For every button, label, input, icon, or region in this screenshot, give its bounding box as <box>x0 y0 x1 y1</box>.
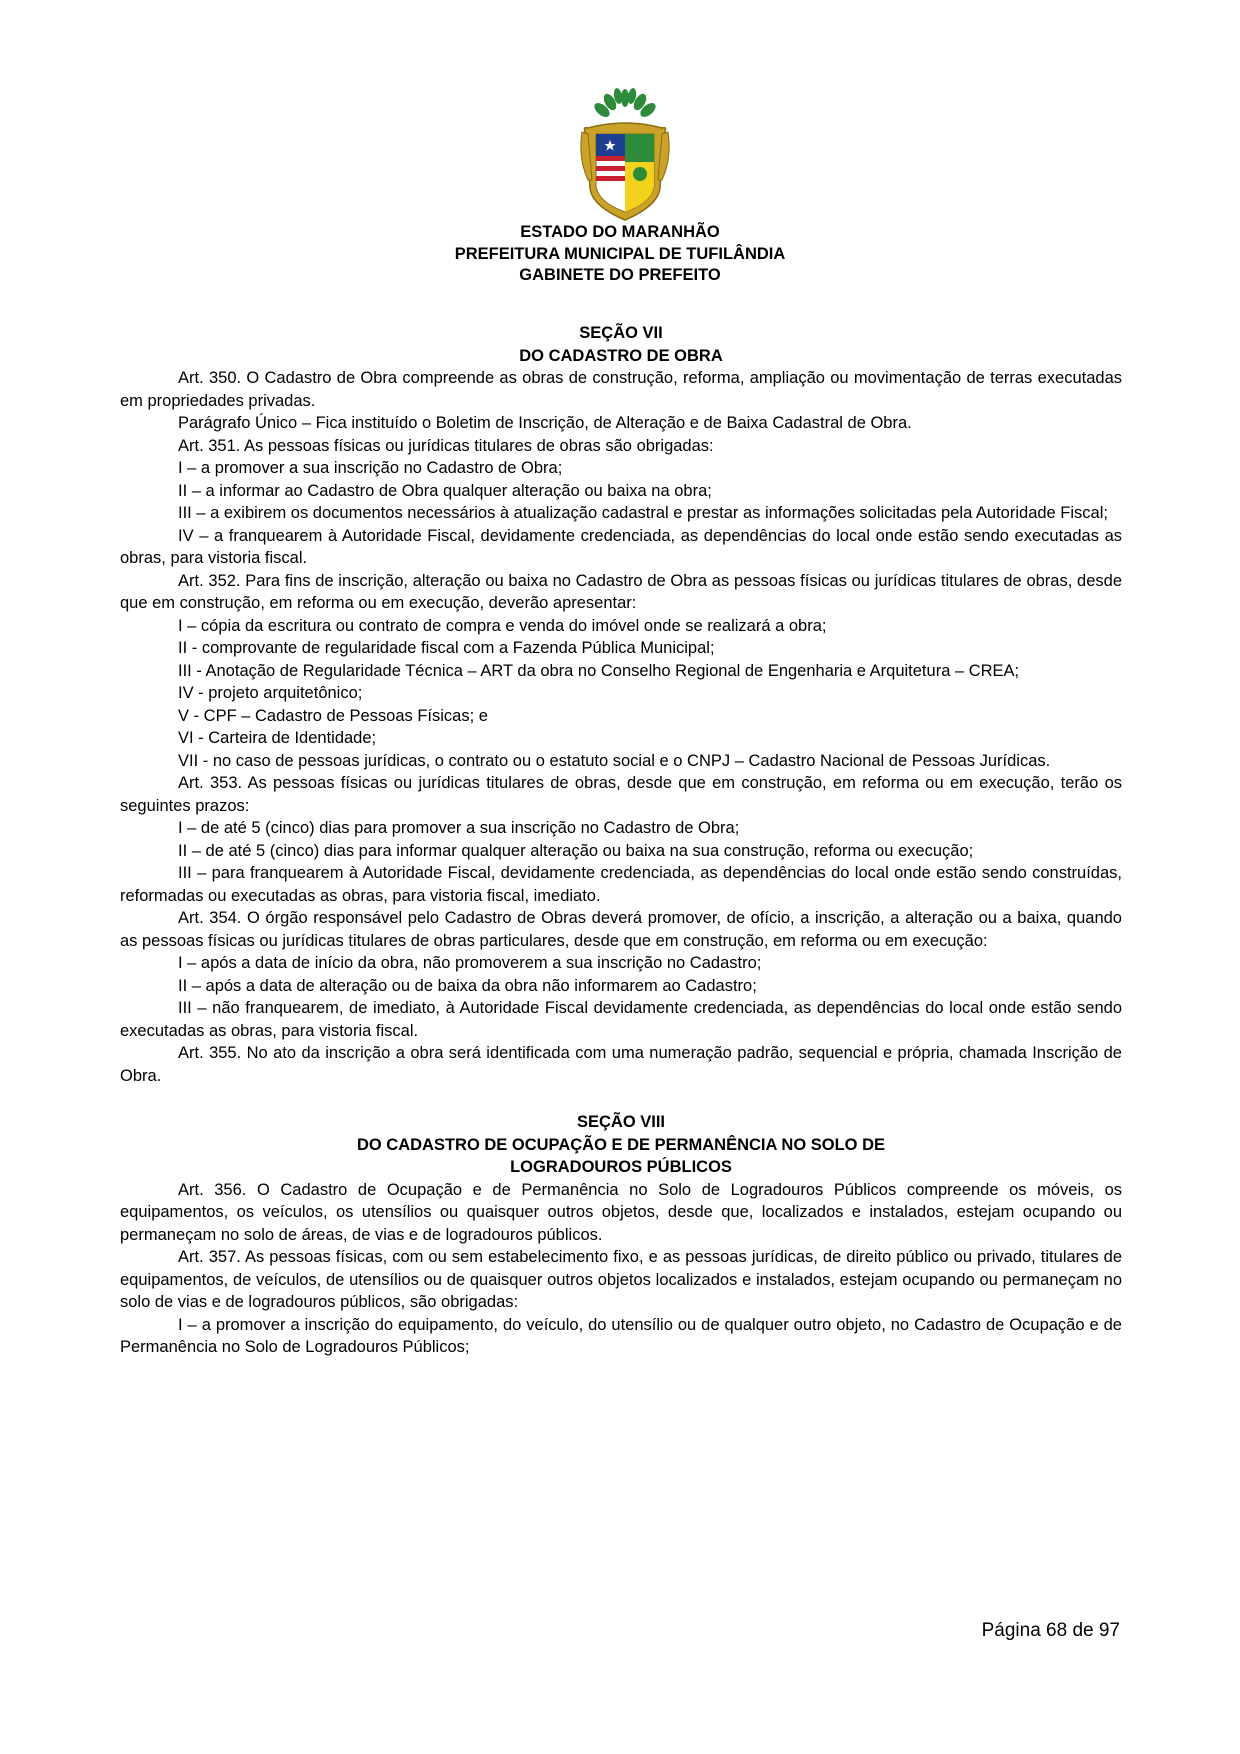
section-8-subtitle-line1: DO CADASTRO DE OCUPAÇÃO E DE PERMANÊNCIA NO SOLO DE <box>356 1135 886 1154</box>
paragraph: III – não franquearem, de imediato, à Autoridade Fiscal devidamente credenciada, as dependências do local onde estão sendo executadas as obras, para vistoria fiscal. <box>120 999 1122 1040</box>
paragraph: III – para franquearem à Autoridade Fiscal, devidamente credenciada, as dependências do local onde estão sendo construídas, reformadas ou executadas as obras, para vistoria fiscal, imediato. <box>120 864 1122 905</box>
paragraph: VII - no caso de pessoas jurídicas, o contrato ou o estatuto social e o CNPJ – Cadastro Nacional de Pessoas Jurídicas. <box>178 751 1051 770</box>
paragraph: Art. 357. As pessoas físicas, com ou sem estabelecimento fixo, e as pessoas jurídicas, de direito público ou privado, titulares de equipamentos, de veículos, de utensílios ou de quaisquer outros objetos localizados e instalados, estejam ocupando ou permaneçam no solo de vias e de logradouros públicos, são obrigadas: <box>120 1248 1122 1311</box>
paragraph: I – cópia da escritura ou contrato de compra e venda do imóvel onde se realizará a obra; <box>178 616 827 635</box>
section-gap <box>120 1087 1122 1111</box>
section-7-title: SEÇÃO VII <box>579 324 663 342</box>
header-state: ESTADO DO MARANHÃO <box>520 223 720 241</box>
paragraph: III – a exibirem os documentos necessários à atualização cadastral e prestar as informações solicitadas pela Autoridade Fiscal; <box>178 504 1108 522</box>
paragraph: VI - Carteira de Identidade; <box>178 729 377 747</box>
section-8-title: SEÇÃO VIII <box>576 1113 666 1131</box>
paragraph: II – a informar ao Cadastro de Obra qualquer alteração ou baixa na obra; <box>178 481 712 500</box>
paragraph: Art. 355. No ato da inscrição a obra será identificada com uma numeração padrão, sequencial e própria, chamada Inscrição de Obra. <box>120 1044 1122 1085</box>
paragraph: II – de até 5 (cinco) dias para informar qualquer alteração ou baixa na sua construção, reforma ou execução; <box>178 841 974 860</box>
paragraph: Art. 353. As pessoas físicas ou jurídicas titulares de obras, desde que em construção, em reforma ou em execução, terão os seguintes prazos: <box>120 774 1122 815</box>
paragraph: Art. 356. O Cadastro de Ocupação e de Permanência no Solo de Logradouros Públicos compreende os móveis, os equipamentos, os veículos, os utensílios ou quaisquer outros objetos, desde que, localizados e instalados, estejam ocupando ou permaneçam no solo de áreas, de vias e de logradouros públicos. <box>120 1180 1122 1244</box>
paragraph: I – a promover a inscrição do equipamento, do veículo, do utensílio ou de qualquer outro objeto, no Cadastro de Ocupação e de Permanência no Solo de Logradouros Públicos; <box>120 1315 1122 1356</box>
paragraph: Art. 354. O órgão responsável pelo Cadastro de Obras deverá promover, de ofício, a inscrição, a alteração ou a baixa, quando as pessoas físicas ou jurídicas titulares de obras particulares, desde que em construção, em reforma ou em execução: <box>120 909 1122 950</box>
paragraph: V - CPF – Cadastro de Pessoas Físicas; e <box>178 706 488 725</box>
paragraph: I – após a data de início da obra, não promoverem a sua inscrição no Cadastro; <box>178 954 762 972</box>
paragraph: Art. 350. O Cadastro de Obra compreende as obras de construção, reforma, ampliação ou movimentação de terras executadas em propriedades privadas. <box>120 369 1122 410</box>
header-prefecture: PREFEITURA MUNICIPAL DE TUFILÂNDIA <box>454 244 786 263</box>
paragraph: III - Anotação de Regularidade Técnica – ART da obra no Conselho Regional de Engenharia e Arquitetura – CREA; <box>178 661 1020 680</box>
paragraph: II – após a data de alteração ou de baixa da obra não informarem ao Cadastro; <box>178 976 757 995</box>
section-7-subtitle: DO CADASTRO DE OBRA <box>519 346 723 365</box>
paragraph: II - comprovante de regularidade fiscal com a Fazenda Pública Municipal; <box>178 639 715 657</box>
coat-of-arms-icon <box>580 88 670 228</box>
paragraph: IV - projeto arquitetônico; <box>178 684 363 702</box>
section-8-subtitle-line2: LOGRADOUROS PÚBLICOS <box>510 1158 732 1176</box>
header-cabinet: GABINETE DO PREFEITO <box>519 266 721 284</box>
paragraph: I – de até 5 (cinco) dias para promover a sua inscrição no Cadastro de Obra; <box>178 819 740 837</box>
paragraph: Art. 352. Para fins de inscrição, alteração ou baixa no Cadastro de Obra as pessoas físicas ou jurídicas titulares de obras, desde que em construção, em reforma ou em execução, deverão apresentar: <box>120 571 1122 612</box>
paragraph: IV – a franquearem à Autoridade Fiscal, devidamente credenciada, as dependências do local onde estão sendo executadas as obras, para vistoria fiscal. <box>120 526 1122 567</box>
document-body <box>120 322 1122 1359</box>
paragraph: Parágrafo Único – Fica instituído o Boletim de Inscrição, de Alteração e de Baixa Cadastral de Obra. <box>178 414 912 432</box>
paragraph: Art. 351. As pessoas físicas ou jurídicas titulares de obras são obrigadas: <box>178 436 714 455</box>
page-number: Página 68 de 97 <box>981 1620 1120 1641</box>
document-header <box>0 222 1240 287</box>
paragraph: I – a promover a sua inscrição no Cadastro de Obra; <box>178 459 563 477</box>
